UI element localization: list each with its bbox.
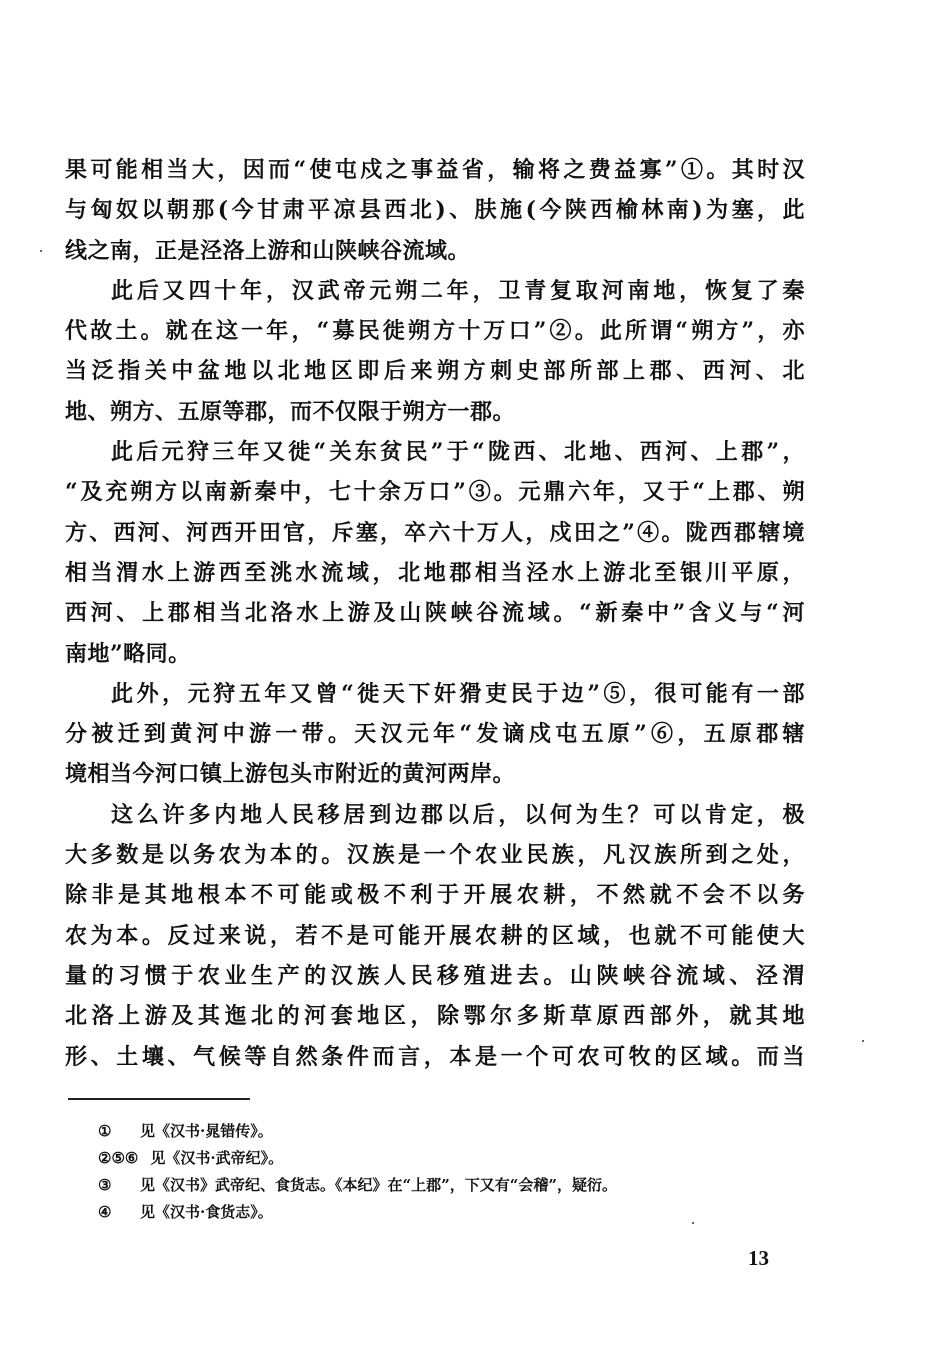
scan-speck [692,1222,694,1224]
text-line: 南地”略同。 [65,640,191,667]
footnote-text: 见《汉书·武帝纪》。 [150,1149,284,1167]
footnote-text: 见《汉书》武帝纪、食货志。《本纪》在“上郡”，下又有“会稽”，疑衍。 [140,1176,618,1194]
text-line: 果可能相当大，因而“使屯戍之事益省，输将之费益寡”①。其时汉 [65,157,805,183]
footnotes [98,1118,798,1226]
text-line: 相当渭水上游西至洮水流域，北地郡相当泾水上游北至银川平原， [65,559,805,586]
footnote-item [98,1172,798,1199]
text-line: 这么许多内地人民移居到边郡以后，以何为生？可以肯定，极 [111,801,805,828]
text-line: 大多数是以务农为本的。汉族是一个农业民族，凡汉族所到之处， [65,842,805,869]
footnote-marker: ③ [98,1176,112,1194]
text-line: 当泛指关中盆地以北地区即后来朔方刺史部所部上郡、西河、北 [65,358,805,385]
text-line: 此后又四十年，汉武帝元朔二年，卫青复取河南地，恢复了秦 [111,277,805,304]
text-line: 量的习惯于农业生产的汉族人民移殖进去。山陕峡谷流域、泾渭 [65,962,805,989]
scan-speck [40,250,42,252]
footnote-divider [68,1098,250,1100]
text-line: 此外，元狩五年又曾“徙天下奸猾吏民于边”⑤，很可能有一部 [111,680,805,707]
text-line: 除非是其地根本不可能或极不利于开展农耕，不然就不会不以务 [65,882,805,909]
footnote-marker: ②⑤⑥ [98,1149,139,1167]
body-text [65,150,805,1077]
footnote-marker: ① [98,1122,112,1140]
text-line: “及充朔方以南新秦中，七十余万口”③。元鼎六年，又于“上郡、朔 [65,479,805,506]
text-line: 境相当今河口镇上游包头市附近的黄河两岸。 [65,761,516,788]
text-line: 代故土。就在这一年，“募民徙朔方十万口”②。此所谓“朔方”，亦 [65,318,805,345]
text-line: 形、土壤、气候等自然条件而言，本是一个可农可牧的区域。而当 [65,1043,805,1070]
text-line: 与匈奴以朝那(今甘肃平凉县西北)、肤施(今陕西榆林南)为塞，此 [65,197,805,224]
scan-speck [862,1040,864,1042]
footnote-marker: ④ [98,1203,112,1221]
text-line: 分被迁到黄河中游一带。天汉元年“发谪戍屯五原”⑥，五原郡辖 [65,721,805,748]
footnote-item [98,1145,798,1172]
footnote-text: 见《汉书·食货志》。 [140,1203,273,1221]
text-line: 地、朔方、五原等郡，而不仅限于朔方一郡。 [65,398,516,425]
page-number: 13 [748,1246,769,1270]
text-line: 北洛上游及其迤北的河套地区，除鄂尔多斯草原西部外，就其地 [65,1003,805,1030]
text-line: 线之南，正是泾洛上游和山陕峡谷流域。 [65,237,471,264]
text-line: 方、西河、河西开田官，斥塞，卒六十万人，戍田之”④。陇西郡辖境 [65,519,805,546]
footnote-text: 见《汉书·晁错传》。 [140,1122,273,1140]
text-line: 西河、上郡相当北洛水上游及山陕峡谷流域。“新秦中”含义与“河 [65,600,805,627]
text-line: 农为本。反过来说，若不是可能开展农耕的区域，也就不可能使大 [65,922,805,949]
text-line: 此后元狩三年又徙“关东贫民”于“陇西、北地、西河、上郡”， [111,439,805,466]
footnote-item [98,1118,798,1145]
